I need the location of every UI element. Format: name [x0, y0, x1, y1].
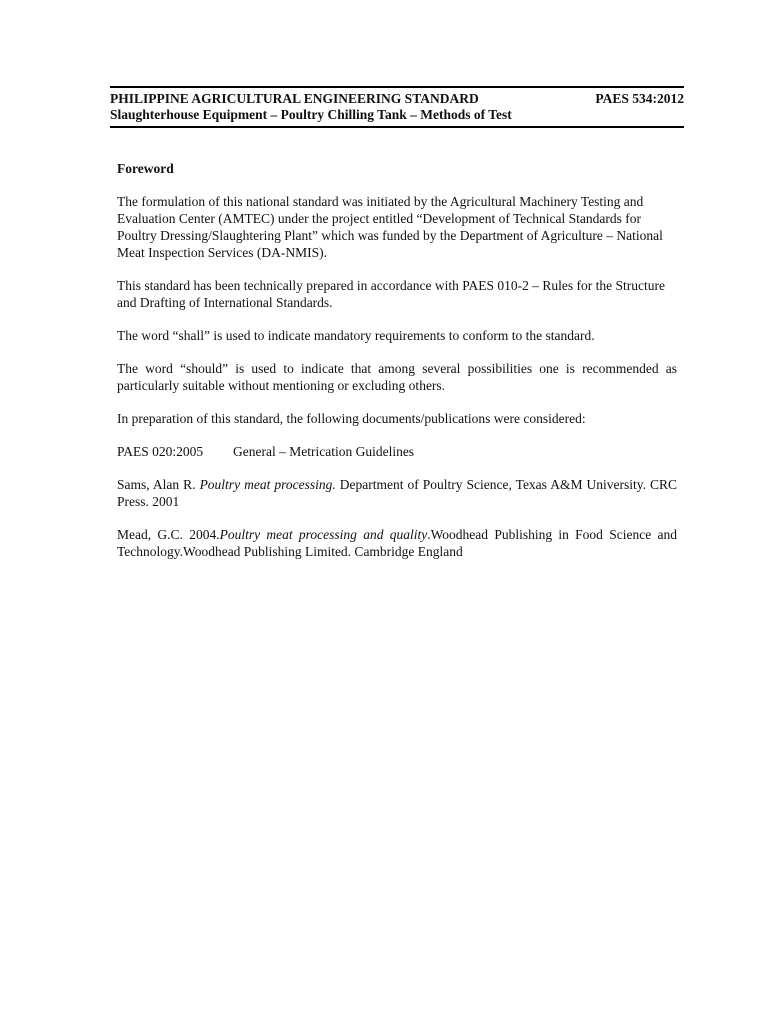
- standard-number: PAES 534:2012: [595, 91, 684, 106]
- reference-author: Sams, Alan R.: [117, 477, 200, 492]
- page-header: [110, 86, 684, 128]
- reference-title: General – Metrication Guidelines: [233, 444, 415, 459]
- foreword-paragraph-4: The word “should” is used to indicate that among several possibilities one is recommended as particularly suitable without mentioning or excluding others.: [117, 361, 677, 393]
- header-title-row: [110, 91, 684, 107]
- reference-author: Mead, G.C. 2004.: [117, 527, 220, 542]
- foreword-heading: Foreword: [117, 161, 174, 176]
- foreword-paragraph-3: The word “shall” is used to indicate mandatory requirements to conform to the standard.: [117, 328, 595, 343]
- reference-code: PAES 020:2005: [117, 444, 204, 459]
- standard-title: PHILIPPINE AGRICULTURAL ENGINEERING STANDARD: [110, 91, 479, 106]
- reference-title: Poultry meat processing and quality: [219, 527, 428, 542]
- reference-details: Department of Poultry Science, Texas A&M University. CRC Press. 2001: [117, 477, 677, 509]
- foreword-paragraph-2: This standard has been technically prepared in accordance with PAES 010-2 – Rules for the Structure and Drafting of International Standards.: [117, 278, 665, 310]
- reference-title: Poultry meat processing.: [199, 477, 336, 492]
- header-bottom-rule: [110, 126, 684, 128]
- foreword-paragraph-1: The formulation of this national standard was initiated by the Agricultural Machinery Testing and Evaluation Center (AMTEC) under the project entitled “Development of Technical Standards for Poultry Dressing/Slaughtering Plant” which was funded by the Department of Agriculture – National Meat Inspection Services (DA-NMIS).: [117, 194, 663, 260]
- foreword-paragraph-5: In preparation of this standard, the following documents/publications were considered:: [117, 411, 586, 426]
- reference-item-3: [117, 526, 677, 560]
- reference-details: .Woodhead Publishing in Food Science and Technology.Woodhead Publishing Limited. Cambridge England: [117, 527, 677, 559]
- foreword-section: [117, 160, 677, 576]
- standard-subtitle: Slaughterhouse Equipment – Poultry Chilling Tank – Methods of Test: [110, 107, 512, 122]
- reference-item-1: [117, 443, 677, 460]
- header-top-rule: [110, 86, 684, 88]
- reference-item-2: [117, 476, 677, 510]
